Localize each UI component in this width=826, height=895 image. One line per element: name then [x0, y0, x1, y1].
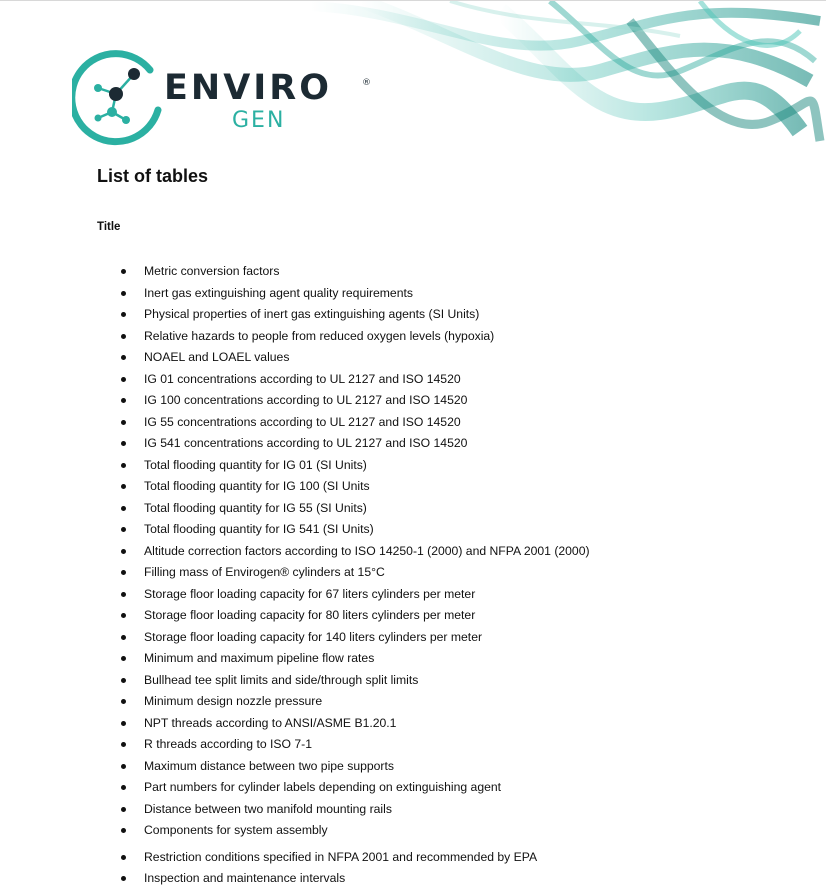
- bullet-icon: [121, 764, 126, 769]
- list-item: [121, 694, 590, 716]
- list-item: [121, 608, 590, 630]
- list-item-text: Total flooding quantity for IG 541 (SI Units): [144, 522, 374, 536]
- bullet-icon: [121, 721, 126, 726]
- list-item: [121, 565, 590, 587]
- list-item: [121, 372, 590, 394]
- list-item: [121, 286, 590, 308]
- bullet-icon: [121, 484, 126, 489]
- list-item-text: Storage floor loading capacity for 80 liters cylinders per meter: [144, 608, 476, 622]
- list-item: [121, 415, 590, 437]
- list-item: [121, 350, 590, 372]
- bullet-icon: [121, 420, 126, 425]
- bullet-icon: [121, 269, 126, 274]
- page-title: List of tables: [97, 166, 209, 186]
- bullet-icon: [121, 807, 126, 812]
- tables-list: [121, 264, 590, 893]
- list-item: [121, 329, 590, 351]
- list-item-text: Minimum design nozzle pressure: [144, 694, 323, 708]
- brand-logo: [72, 46, 392, 146]
- list-item-text: Physical properties of inert gas extinguishing agents (SI Units): [144, 307, 480, 321]
- list-item-text: Relative hazards to people from reduced oxygen levels (hypoxia): [144, 328, 495, 343]
- list-item-text: Storage floor loading capacity for 140 liters cylinders per meter: [144, 629, 483, 644]
- list-item-text: Inert gas extinguishing agent quality requirements: [144, 285, 413, 300]
- bullet-icon: [121, 828, 126, 833]
- bullet-icon: [121, 855, 126, 860]
- bullet-icon: [121, 613, 126, 618]
- brand-sub: GEN: [232, 108, 286, 133]
- column-header-title: Title: [97, 221, 121, 233]
- list-item-text: IG 55 concentrations according to UL 2127 and ISO 14520: [144, 414, 461, 429]
- list-item: [121, 436, 590, 458]
- list-item: [121, 737, 590, 759]
- list-item: [121, 587, 590, 609]
- list-item-text: NPT threads according to ANSI/ASME B1.20.1: [144, 715, 397, 730]
- bullet-icon: [121, 377, 126, 382]
- list-item-text: Total flooding quantity for IG 55 (SI Units): [144, 500, 367, 515]
- registered-mark: ®: [362, 78, 371, 88]
- list-item: [121, 630, 590, 652]
- bullet-icon: [121, 527, 126, 532]
- list-item: [121, 780, 590, 802]
- list-item: [121, 479, 590, 501]
- list-item: [121, 651, 590, 673]
- list-item-text: R threads according to ISO 7-1: [144, 737, 313, 751]
- list-item-text: Minimum and maximum pipeline flow rates: [144, 651, 375, 665]
- bullet-icon: [121, 742, 126, 747]
- bullet-icon: [121, 398, 126, 403]
- list-item-text: Filling mass of Envirogen® cylinders at 15°C: [144, 565, 385, 579]
- list-item-text: Distance between two manifold mounting rails: [144, 801, 392, 816]
- bullet-icon: [121, 656, 126, 661]
- list-item-text: Metric conversion factors: [144, 264, 280, 278]
- bullet-icon: [121, 355, 126, 360]
- list-item-text: IG 100 concentrations according to UL 2127 and ISO 14520: [144, 393, 468, 407]
- list-item-text: Components for system assembly: [144, 823, 328, 837]
- list-item-text: IG 541 concentrations according to UL 2127 and ISO 14520: [144, 436, 468, 450]
- molecule-icon: [72, 46, 168, 146]
- list-item: [121, 458, 590, 480]
- list-item-text: Bullhead tee split limits and side/through split limits: [144, 672, 419, 687]
- bullet-icon: [121, 678, 126, 683]
- list-item: [121, 307, 590, 329]
- list-item: [121, 501, 590, 523]
- list-item: [121, 264, 590, 286]
- bullet-icon: [121, 592, 126, 597]
- list-item-text: Altitude correction factors according to ISO 14250-1 (2000) and NFPA 2001 (2000): [144, 543, 590, 558]
- list-item: [121, 393, 590, 415]
- bullet-icon: [121, 876, 126, 881]
- list-item-text: Maximum distance between two pipe supports: [144, 758, 394, 773]
- list-item: [121, 544, 590, 566]
- list-item: [121, 522, 590, 544]
- list-item: [121, 823, 590, 845]
- bullet-icon: [121, 570, 126, 575]
- bullet-icon: [121, 635, 126, 640]
- bullet-icon: [121, 549, 126, 554]
- list-item: [121, 759, 590, 781]
- list-item-text: Total flooding quantity for IG 100 (SI Units: [144, 479, 370, 493]
- bullet-icon: [121, 785, 126, 790]
- list-item: [121, 850, 590, 872]
- bullet-icon: [121, 506, 126, 511]
- list-item-text: Inspection and maintenance intervals: [144, 871, 346, 885]
- list-item: [121, 673, 590, 695]
- bullet-icon: [121, 441, 126, 446]
- list-item: [121, 871, 590, 893]
- bullet-icon: [121, 334, 126, 339]
- list-item: [121, 802, 590, 824]
- list-item-text: Storage floor loading capacity for 67 liters cylinders per meter: [144, 586, 476, 601]
- list-item-text: IG 01 concentrations according to UL 2127 and ISO 14520: [144, 371, 461, 386]
- list-item: [121, 716, 590, 738]
- bullet-icon: [121, 463, 126, 468]
- bullet-icon: [121, 312, 126, 317]
- list-item-text: Restriction conditions specified in NFPA 2001 and recommended by EPA: [144, 849, 538, 864]
- bullet-icon: [121, 699, 126, 704]
- list-item-text: Total flooding quantity for IG 01 (SI Units): [144, 457, 367, 472]
- brand-name: ENVIRO: [164, 68, 333, 108]
- list-item-text: Part numbers for cylinder labels depending on extinguishing agent: [144, 780, 502, 794]
- bullet-icon: [121, 291, 126, 296]
- list-item-text: NOAEL and LOAEL values: [144, 350, 290, 364]
